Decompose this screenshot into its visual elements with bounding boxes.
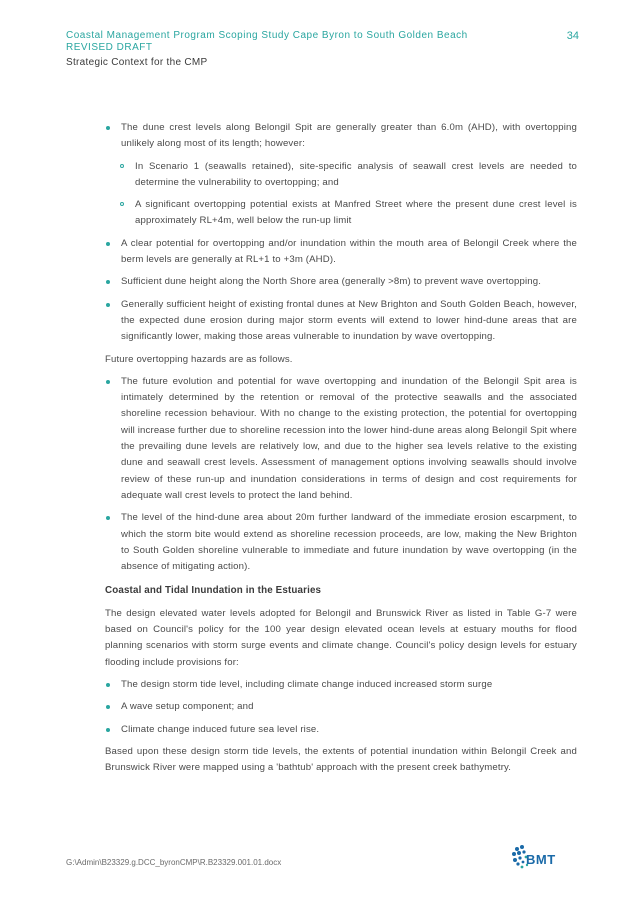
list-item: The level of the hind-dune area about 20m further landward of the immediate erosion escarpment, to which the storm bite would extend as shoreline recession proceeds, are low, making the New Brighton to South Golden shoreline vulnerable to immediate and future inundation by wave overtopping (in the absence of mitigating action). — [105, 510, 577, 575]
sub-list-item: A significant overtopping potential exists at Manfred Street where the present dune crest level is approximately RL+4m, well below the run-up limit — [105, 197, 577, 230]
file-path: G:\Admin\B23329.g.DCC_byronCMP\R.B23329.001.01.docx — [66, 858, 282, 867]
list-item: The design storm tide level, including climate change induced increased storm surge — [105, 677, 577, 693]
list-item: Sufficient dune height along the North Shore area (generally >8m) to prevent wave overtopping. — [105, 274, 577, 290]
page-header — [66, 30, 581, 68]
paragraph: Future overtopping hazards are as follows. — [105, 353, 293, 365]
page-body — [105, 120, 577, 782]
list-item: The future evolution and potential for wave overtopping and inundation of the Belongil Spit area is intimately determined by the retention or removal of the protective seawalls and the associated shoreline recession behaviour. With no change to the existing protection, the potential for overtopping will increase further due to shoreline recession into the lower hind-dune areas along Belongil Spit where the prevailing dune levels are relatively low, and due to the higher sea levels relative to the existing dune and seawall crest levels. Assessment of management options involving seawalls should involve review of these run-up and inundation considerations in terms of design and cost requirements for adequate wall crest levels to protect the land behind. — [105, 374, 577, 504]
list-item: Generally sufficient height of existing frontal dunes at New Brighton and South Golden Beach, however, the expected dune erosion during major storm events will extend to lower hind-dune areas that are significantly lower, making those areas vulnerable to inundation by wave overtopping. — [105, 297, 577, 346]
list-item: A clear potential for overtopping and/or inundation within the mouth area of Belongil Creek where the berm levels are generally at RL+1 to +3m (AHD). — [105, 236, 577, 269]
document-title: Coastal Management Program Scoping Study Cape Byron to South Golden Beach REVISED DRAFT — [66, 30, 468, 53]
paragraph: Based upon these design storm tide levels, the extents of potential inundation within Belongil Creek and Brunswick River were mapped using a 'bathtub' approach with the present creek bathymetry. — [105, 745, 577, 774]
list-item: The dune crest levels along Belongil Spit are generally greater than 6.0m (AHD), with overtopping unlikely along most of its length; however: — [105, 120, 577, 153]
list-item: A wave setup component; and — [105, 699, 577, 715]
section-title: Strategic Context for the CMP — [66, 57, 208, 68]
section-heading: Coastal and Tidal Inundation in the Estuaries — [105, 585, 322, 597]
list-item: Climate change induced future sea level rise. — [105, 722, 577, 738]
page-number: 34 — [566, 30, 579, 42]
sub-list-item: In Scenario 1 (seawalls retained), site-specific analysis of seawall crest levels are needed to determine the vulnerability to overtopping; and — [105, 159, 577, 192]
paragraph: The design elevated water levels adopted for Belongil and Brunswick River as listed in Table G-7 were based on Council's policy for the 100 year design elevated ocean levels at estuary mouths for flood planning scenarios with storm surge events and climate change. Council's policy design levels for estuary flooding include provisions for: — [105, 607, 577, 668]
logo-text: BMT — [526, 852, 556, 867]
